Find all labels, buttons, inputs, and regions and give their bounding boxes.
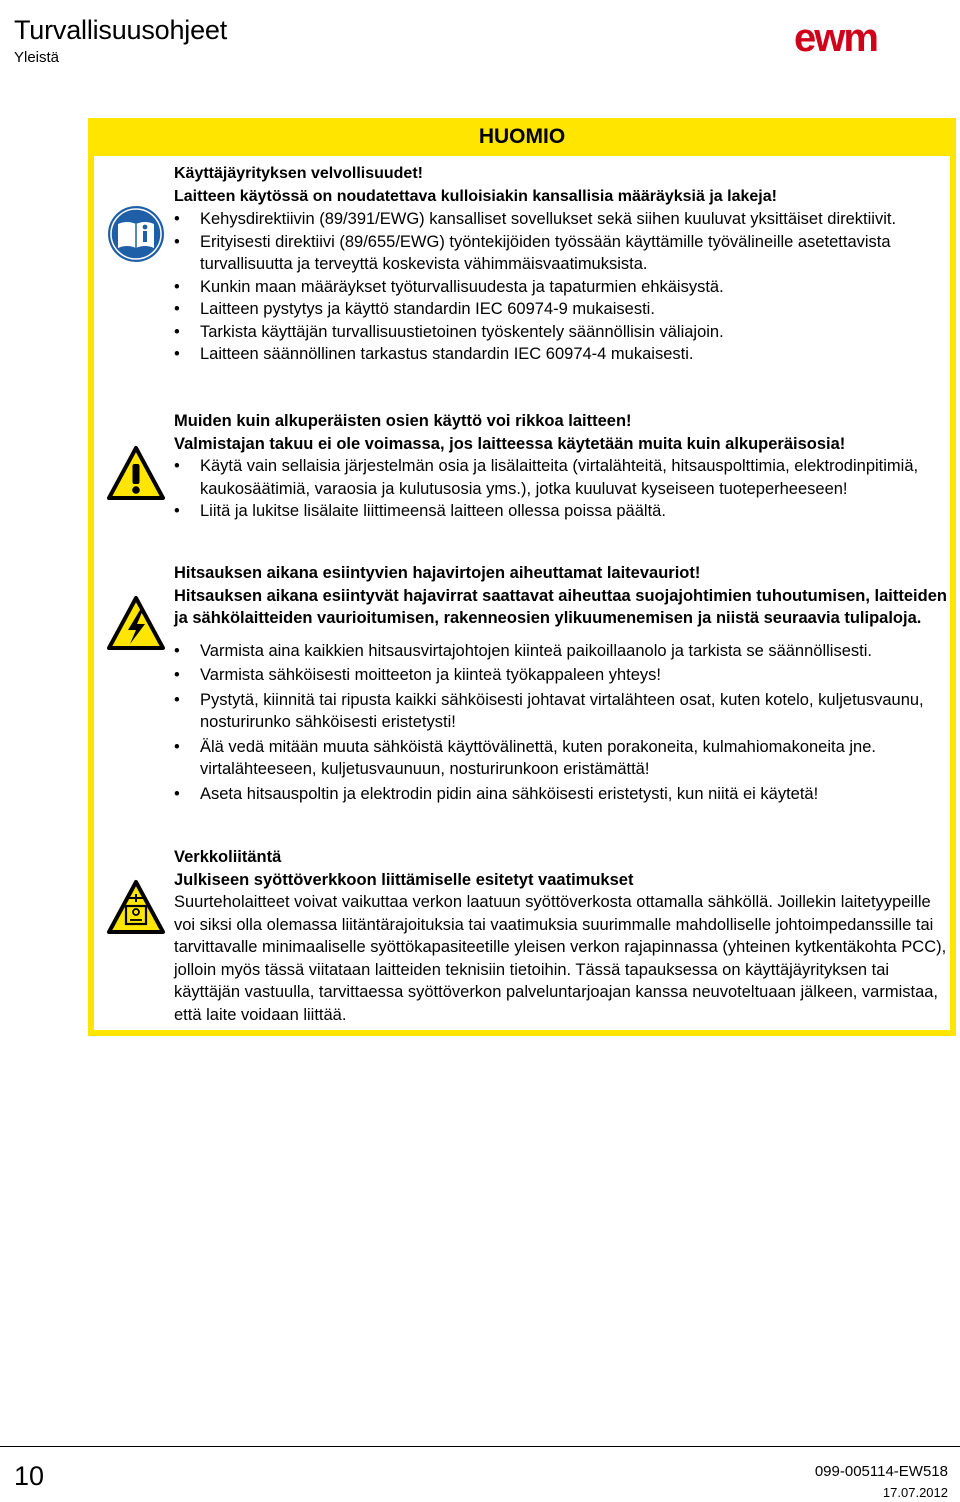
list-item: • Tarkista käyttäjän turvallisuustietoinen työskentely säännöllisin väliajoin. [174, 321, 954, 344]
list-item: • Kehysdirektiivin (89/391/EWG) kansalliset sovellukset sekä siihen kuuluvat yksittäiset direktiivit. [174, 208, 954, 231]
list-item: • Pystytä, kiinnitä tai ripusta kaikki sähköisesti johtavat virtalähteen osat, kuten kotelo, kuljetusvaunu, nosturirunko sähköisesti eristetysti! [174, 689, 954, 734]
section-heading: Verkkoliitäntä [174, 848, 282, 866]
page-number: 10 [14, 1461, 45, 1491]
section-original-parts [174, 410, 954, 523]
section-subheading: Julkiseen syöttöverkkoon liittämiselle esitetyt vaatimukset [174, 870, 634, 889]
list-item: • Laitteen säännöllinen tarkastus standardin IEC 60974-4 mukaisesti. [174, 343, 954, 366]
notice-body [94, 156, 950, 1030]
document-number: 099-005114-EW518 [814, 1463, 948, 1480]
notice-box [88, 118, 956, 1036]
section-heading: Käyttäjäyrityksen velvollisuudet! [174, 165, 423, 182]
logo-text: ewm [794, 18, 877, 58]
list-item: • Erityisesti direktiivi (89/655/EWG) työntekijöiden työssään käyttämille työvälineille asetettavista turvallisuutta ja terveyttä koskevista vähimmäisvaatimuksista. [174, 231, 954, 276]
list-item: • Kunkin maan määräykset työturvallisuudesta ja tapaturmien ehkäisystä. [174, 276, 954, 299]
mains-connection-warning-icon [106, 878, 166, 938]
warning-exclamation-icon [106, 444, 166, 504]
section-paragraph: Suurteholaitteet voivat vaikuttaa verkon laatuun syöttöverkosta ottamalla sähköllä. Joillekin laitetyypeille voi siksi olla olemassa liitäntärajoituksia tai vaatimuksia suurimmalle mahdolliselle johtoimpedanssille tai tarvittavalle minimaaliselle syöttökapasiteetille yleisen verkon rajapinnassa (yhteinen kytkentäkohta PCC), jolloin myös tässä viitataan laitteiden teknisiin tietoihin. Tässä tapauksessa on käyttäjäyrityksen tai käyttäjän vastuulla, tarvittaessa syöttöverkon palveluntarjoajan kanssa neuvoteltuaan jälkeen, varmistaa, että laite voidaan liittää. [174, 893, 947, 1024]
document-date: 17.07.2012 [882, 1485, 948, 1500]
section-subheading: Laitteen käytössä on noudatettava kulloisiakin kansallisia määräyksiä ja lakeja! [174, 188, 777, 206]
section-operator-obligations [174, 162, 954, 366]
bullet-list [174, 208, 954, 366]
info-book-icon [106, 204, 166, 264]
list-item: • Liitä ja lukitse lisälaite liittimeensä laitteen ollessa poissa päältä. [174, 500, 954, 523]
section-mains-connection [174, 846, 954, 1026]
footer-divider [0, 1446, 960, 1447]
bullet-list [174, 640, 954, 806]
page-subtitle: Yleistä [14, 49, 60, 66]
list-item: • Älä vedä mitään muuta sähköistä käyttövälinettä, kuten porakoneita, kulmahiomakoneita jne. virtalähteeseen, kuljetusvaunuun, nosturirunkoon eristämättä! [174, 736, 954, 781]
list-item: • Varmista sähköisesti moitteeton ja kiinteä työkappaleen yhteys! [174, 664, 954, 687]
list-item: • Laitteen pystytys ja käyttö standardin IEC 60974-9 mukaisesti. [174, 298, 954, 321]
page-header [14, 14, 227, 68]
list-item: • Käytä vain sellaisia järjestelmän osia ja lisälaitteita (virtalähteitä, hitsauspolttimia, elektrodinpitimiä, kaukosäätimiä, varaosia ja kulutusosia yms.), jotka kuuluvat kyseiseen tuoteperheeseen! [174, 455, 954, 500]
high-voltage-icon [106, 594, 166, 654]
section-subheading: Hitsauksen aikana esiintyvät hajavirrat saattavat aiheuttaa suojajohtimien tuhoutumisen, laitteiden ja sähkölaitteiden vaurioitumisen, rakenneosien ylikuumenemisen ja niistä seuraavia tulipaloja. [174, 586, 947, 627]
page-title: Turvallisuusohjeet [14, 15, 228, 45]
section-stray-currents [174, 562, 954, 807]
bullet-list [174, 455, 954, 523]
section-heading: Muiden kuin alkuperäisten osien käyttö voi rikkoa laitteen! [174, 412, 632, 430]
ewm-logo [792, 18, 938, 58]
section-heading: Hitsauksen aikana esiintyvien hajavirtojen aiheuttamat laitevauriot! [174, 564, 701, 582]
notice-title: HUOMIO [478, 125, 566, 148]
list-item: • Aseta hitsauspoltin ja elektrodin pidin aina sähköisesti eristetysti, kun niitä ei käytetä! [174, 783, 954, 806]
section-subheading: Valmistajan takuu ei ole voimassa, jos laitteessa käytetään muita kuin alkuperäisosia! [174, 434, 846, 453]
list-item: • Varmista aina kaikkien hitsausvirtajohtojen kiinteä paikoillaanolo ja tarkista se säännöllisesti. [174, 640, 954, 663]
